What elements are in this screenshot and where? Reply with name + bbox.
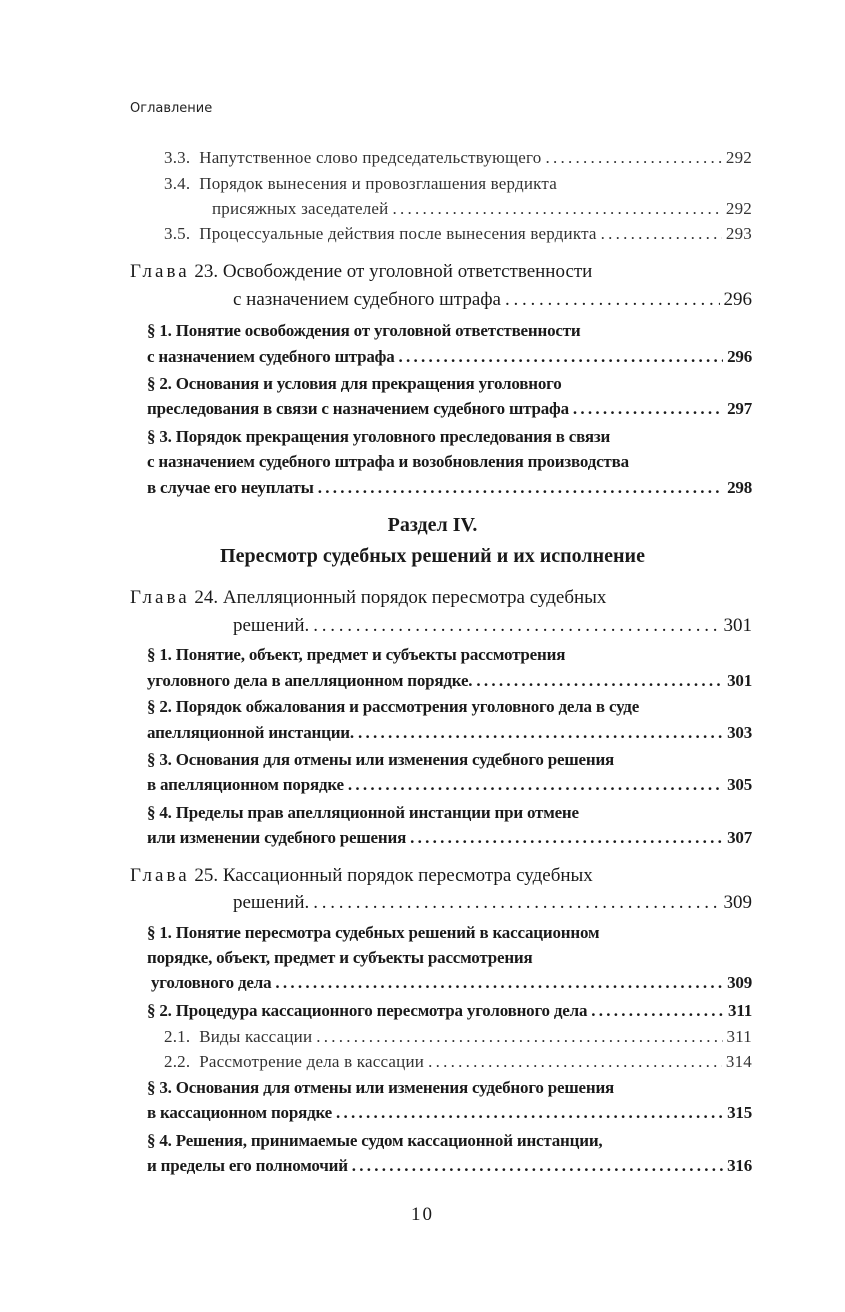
ch24-par1-line2[interactable] xyxy=(147,669,752,693)
toc-entry-3-5[interactable] xyxy=(164,222,752,246)
ch23-par3-line1[interactable]: § 3. Порядок прекращения уголовного преследования в связи xyxy=(147,427,611,446)
page-ref: 309 xyxy=(723,892,752,913)
ch25-par4-line2[interactable] xyxy=(147,1154,752,1178)
ch25-par1-line3[interactable] xyxy=(151,971,752,995)
entry-number: 2.1. xyxy=(164,1027,191,1046)
entry-text: Процессуальные действия после вынесения вердикта xyxy=(199,224,597,243)
ch23-par3-line3[interactable] xyxy=(147,476,752,500)
dot-leader xyxy=(392,197,721,221)
entry-text: и пределы его полномочий xyxy=(147,1156,348,1175)
ch25-par3-line1[interactable]: § 3. Основания для отмены или изменения судебного решения xyxy=(147,1078,615,1097)
entry-number: 3.5. xyxy=(164,224,191,243)
dot-leader xyxy=(313,891,719,915)
entry-text: преследования в связи с назначением судебного штрафа xyxy=(147,399,569,418)
ch24-par3-line1[interactable]: § 3. Основания для отмены или изменения судебного решения xyxy=(147,750,615,769)
page-ref: 305 xyxy=(727,775,752,794)
page-ref: 303 xyxy=(727,723,752,742)
dot-leader xyxy=(336,1101,723,1125)
entry-text: Виды кассации xyxy=(199,1027,313,1046)
chapter-24-title-line2[interactable] xyxy=(233,614,752,638)
chapter-23-title-line2[interactable] xyxy=(233,288,752,312)
chapter-23-title[interactable] xyxy=(130,260,592,284)
entry-text: Порядок вынесения и провозглашения вердикта xyxy=(199,174,557,193)
chapter-label: Глава xyxy=(130,865,190,886)
dot-leader xyxy=(601,222,722,246)
entry-text: в кассационном порядке xyxy=(147,1103,333,1122)
ch25-par1-line1[interactable]: § 1. Понятие пересмотра судебных решений в кассационном xyxy=(147,923,600,942)
entry-text: апелляционной инстанции. xyxy=(147,723,354,742)
ch25-par4-line1[interactable]: § 4. Решения, принимаемые судом кассационной инстанции, xyxy=(147,1131,603,1150)
toc-entry-3-4-line1[interactable] xyxy=(164,172,557,196)
dot-leader xyxy=(316,1025,722,1049)
dot-leader xyxy=(410,826,723,850)
entry-text: уголовного дела xyxy=(151,973,272,992)
entry-text: § 2. Процедура кассационного пересмотра уголовного дела xyxy=(147,1001,588,1020)
ch23-par2-line2[interactable] xyxy=(147,397,752,421)
entry-text: присяжных заседателей xyxy=(212,199,389,218)
ch23-par2-line1[interactable]: § 2. Основания и условия для прекращения уголовного xyxy=(147,374,562,393)
entry-number: 2.2. xyxy=(164,1052,191,1071)
chapter-text: с назначением судебного штрафа xyxy=(233,289,501,310)
chapter-text: Апелляционный порядок пересмотра судебных xyxy=(222,587,607,608)
entry-title xyxy=(164,146,542,170)
entry-text: в апелляционном порядке xyxy=(147,775,344,794)
page-ref: 292 xyxy=(725,148,752,167)
chapter-text: Освобождение от уголовной ответственности xyxy=(222,261,593,282)
dot-leader xyxy=(275,971,723,995)
entry-number: 3.3. xyxy=(164,148,191,167)
dot-leader xyxy=(313,614,719,638)
chapter-label: Глава xyxy=(130,261,190,282)
page-number: 10 xyxy=(411,1204,434,1225)
chapter-25-title[interactable] xyxy=(130,864,593,888)
dot-leader xyxy=(428,1050,722,1074)
dot-leader xyxy=(318,476,723,500)
page-ref: 301 xyxy=(727,671,752,690)
page-ref: 311 xyxy=(726,1027,752,1046)
chapter-24-title[interactable] xyxy=(130,586,606,610)
entry-title xyxy=(164,1025,312,1049)
running-header: Оглавление xyxy=(130,101,213,116)
dot-leader xyxy=(573,397,723,421)
entry-text: в случае его неуплаты xyxy=(147,478,314,497)
dot-leader xyxy=(358,721,723,745)
dot-leader xyxy=(352,1154,723,1178)
section-4-subtitle[interactable]: Пересмотр судебных решений и их исполнение xyxy=(220,545,645,567)
chapter-number: 25. xyxy=(194,865,219,886)
ch23-par1-line1[interactable]: § 1. Понятие освобождения от уголовной ответственности xyxy=(147,321,581,340)
ch25-par3-line2[interactable] xyxy=(147,1101,752,1125)
chapter-text: Кассационный порядок пересмотра судебных xyxy=(222,865,593,886)
entry-title xyxy=(164,1050,424,1074)
ch23-par1-line2[interactable] xyxy=(147,345,752,369)
page-ref: 296 xyxy=(727,347,752,366)
page-ref: 296 xyxy=(723,289,752,310)
entry-text: Напутственное слово председательствующего xyxy=(199,148,542,167)
dot-leader xyxy=(546,146,722,170)
toc-entry-2-2[interactable] xyxy=(164,1050,752,1074)
page-ref: 311 xyxy=(728,1001,752,1020)
entry-title xyxy=(164,222,597,246)
ch23-par3-line2[interactable]: с назначением судебного штрафа и возобновления производства xyxy=(147,452,629,471)
dot-leader xyxy=(399,345,724,369)
page-ref: 315 xyxy=(727,1103,752,1122)
page-ref: 297 xyxy=(727,399,752,418)
chapter-text: решений. xyxy=(233,892,310,913)
chapter-text: решений. xyxy=(233,615,310,636)
ch24-par1-line1[interactable]: § 1. Понятие, объект, предмет и субъекты рассмотрения xyxy=(147,645,566,664)
entry-text: с назначением судебного штрафа xyxy=(147,347,395,366)
chapter-number: 24. xyxy=(194,587,219,608)
toc-entry-3-4-line2[interactable] xyxy=(212,197,752,221)
chapter-number: 23. xyxy=(194,261,219,282)
dot-leader xyxy=(348,773,723,797)
entry-text: или изменении судебного решения xyxy=(147,828,407,847)
page-ref: 309 xyxy=(727,973,752,992)
dot-leader xyxy=(476,669,723,693)
ch25-par2[interactable] xyxy=(147,999,752,1023)
dot-leader xyxy=(505,288,720,312)
page-ref: 298 xyxy=(727,478,752,497)
entry-text: уголовного дела в апелляционном порядке. xyxy=(147,671,473,690)
page-ref: 293 xyxy=(725,224,752,243)
page-ref: 316 xyxy=(727,1156,752,1175)
dot-leader xyxy=(591,999,724,1023)
chapter-label: Глава xyxy=(130,587,190,608)
toc-entry-3-3[interactable] xyxy=(164,146,752,170)
entry-number: 3.4. xyxy=(164,174,191,193)
ch24-par2-line2[interactable] xyxy=(147,721,752,745)
chapter-25-title-line2[interactable] xyxy=(233,891,752,915)
ch24-par4-line2[interactable] xyxy=(147,826,752,850)
page-ref: 292 xyxy=(725,199,752,218)
ch25-par1-line2[interactable]: порядке, объект, предмет и субъекты рассмотрения xyxy=(147,948,533,967)
entry-text: Рассмотрение дела в кассации xyxy=(199,1052,425,1071)
page-ref: 307 xyxy=(727,828,752,847)
page-ref: 314 xyxy=(725,1052,752,1071)
page-ref: 301 xyxy=(723,615,752,636)
ch24-par2-line1[interactable]: § 2. Порядок обжалования и рассмотрения уголовного дела в суде xyxy=(147,697,640,716)
ch24-par4-line1[interactable]: § 4. Пределы прав апелляционной инстанции при отмене xyxy=(147,803,579,822)
toc-entry-2-1[interactable] xyxy=(164,1025,752,1049)
section-4-title[interactable]: Раздел IV. xyxy=(387,514,478,536)
ch24-par3-line2[interactable] xyxy=(147,773,752,797)
